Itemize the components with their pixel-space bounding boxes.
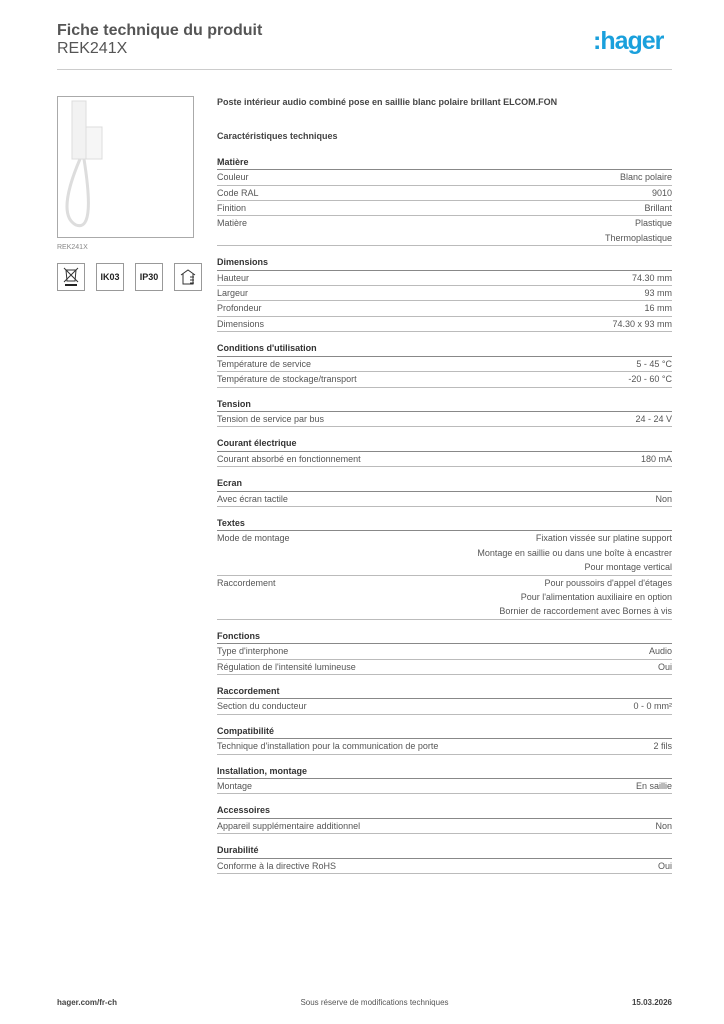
surface-mount-icon: [174, 263, 202, 291]
product-code: REK241X: [57, 40, 128, 57]
spec-row: [217, 859, 672, 874]
product-image: [57, 96, 194, 238]
spec-label: Température de service: [217, 358, 312, 369]
section-heading: Textes: [217, 516, 672, 531]
ik-rating-badge: IK03: [96, 263, 124, 291]
spec-label: Matière: [217, 218, 248, 229]
section-heading: Tension: [217, 397, 672, 412]
section-heading: Matière: [217, 155, 672, 170]
spec-value: 2 fils: [653, 741, 672, 752]
spec-label: Largeur: [217, 288, 249, 299]
spec-value: 74.30 x 93 mm: [612, 318, 672, 329]
spec-value: 74.30 mm: [631, 272, 672, 283]
spec-label: Finition: [217, 203, 247, 214]
section-heading: Ecran: [217, 476, 672, 491]
spec-row: [217, 819, 672, 834]
header-divider: [57, 69, 672, 70]
spec-value: Oui: [657, 860, 672, 871]
spec-row: [217, 779, 672, 794]
spec-row: [217, 317, 672, 332]
spec-label: Section du conducteur: [217, 701, 307, 712]
spec-value: -20 - 60 °C: [628, 374, 672, 385]
spec-label: Couleur: [217, 172, 249, 183]
spec-label: Régulation de l'intensité lumineuse: [217, 661, 356, 672]
hager-logo: :hager: [593, 27, 664, 55]
spec-row: [217, 531, 672, 575]
spec-label: Montage: [217, 781, 253, 792]
spec-value: 24 - 24 V: [635, 413, 672, 424]
spec-row: [217, 201, 672, 216]
spec-label: Courant absorbé en fonctionnement: [217, 453, 361, 464]
footer: [57, 998, 672, 1007]
section-heading: Accessoires: [217, 803, 672, 818]
spec-value: 16 mm: [644, 303, 672, 314]
spec-label: Code RAL: [217, 187, 259, 198]
spec-label: Appareil supplémentaire additionnel: [217, 820, 361, 831]
spec-label: Raccordement: [217, 577, 276, 588]
spec-value: Fixation vissée sur platine support Montage en saillie ou dans une boîte à encastrer Pour montage vertical: [477, 533, 672, 573]
spec-row: [217, 286, 672, 301]
spec-value: 93 mm: [644, 288, 672, 299]
spec-label: Profondeur: [217, 303, 262, 314]
spec-label: Température de stockage/transport: [217, 374, 357, 385]
spec-row: [217, 576, 672, 620]
spec-value: 180 mA: [640, 453, 672, 464]
spec-value: Plastique Thermoplastique: [604, 218, 672, 243]
footer-date: 15.03.2026: [631, 998, 672, 1007]
spec-row: [217, 699, 672, 714]
spec-row: [217, 644, 672, 659]
spec-row: [217, 372, 672, 387]
spec-content: [217, 95, 672, 874]
section-heading: Installation, montage: [217, 764, 672, 779]
spec-label: Type d'interphone: [217, 646, 289, 657]
footer-url[interactable]: hager.com/fr-ch: [57, 998, 118, 1007]
spec-row: [217, 301, 672, 316]
spec-value: Brillant: [644, 203, 672, 214]
spec-value: Non: [655, 820, 672, 831]
section-heading: Dimensions: [217, 255, 672, 270]
section-subtitle: Caractéristiques techniques: [217, 131, 338, 142]
spec-value: 9010: [651, 187, 672, 198]
spec-value: Blanc polaire: [619, 172, 672, 183]
section-heading: Fonctions: [217, 629, 672, 644]
spec-row: [217, 186, 672, 201]
spec-row: [217, 412, 672, 427]
spec-value: Audio: [648, 646, 672, 657]
spec-row: [217, 357, 672, 372]
spec-row: [217, 170, 672, 185]
spec-label: Conforme à la directive RoHS: [217, 860, 337, 871]
spec-label: Tension de service par bus: [217, 413, 325, 424]
page-title: Fiche technique du produit: [57, 22, 263, 39]
spec-value: Oui: [657, 661, 672, 672]
section-heading: Durabilité: [217, 843, 672, 858]
weee-bin-icon: [57, 263, 85, 291]
spec-label: Technique d'installation pour la communication de porte: [217, 741, 439, 752]
section-heading: Compatibilité: [217, 724, 672, 739]
spec-row: [217, 452, 672, 467]
ip-rating-badge: IP30: [135, 263, 163, 291]
section-heading: Raccordement: [217, 684, 672, 699]
spec-label: Mode de montage: [217, 533, 290, 544]
spec-value: Non: [655, 493, 672, 504]
spec-value: 0 - 0 mm²: [633, 701, 672, 712]
spec-label: Dimensions: [217, 318, 265, 329]
spec-value: Pour poussoirs d'appel d'étages Pour l'alimentation auxiliaire en option Bornier de raccordement avec Bornes à vis: [499, 577, 672, 617]
section-heading: Courant électrique: [217, 436, 672, 451]
image-caption: REK241X: [57, 244, 88, 251]
spec-value: 5 - 45 °C: [636, 358, 672, 369]
spec-value: En saillie: [635, 781, 672, 792]
spec-row: [217, 492, 672, 507]
spec-row: [217, 739, 672, 754]
spec-row: [217, 216, 672, 246]
spec-label: Hauteur: [217, 272, 250, 283]
spec-label: Avec écran tactile: [217, 493, 288, 504]
section-heading: Conditions d'utilisation: [217, 341, 672, 356]
product-description: Poste intérieur audio combiné pose en saillie blanc polaire brillant ELCOM.FON: [217, 97, 558, 107]
spec-row: [217, 271, 672, 286]
spec-row: [217, 660, 672, 675]
footer-note: Sous réserve de modifications techniques: [300, 998, 449, 1007]
